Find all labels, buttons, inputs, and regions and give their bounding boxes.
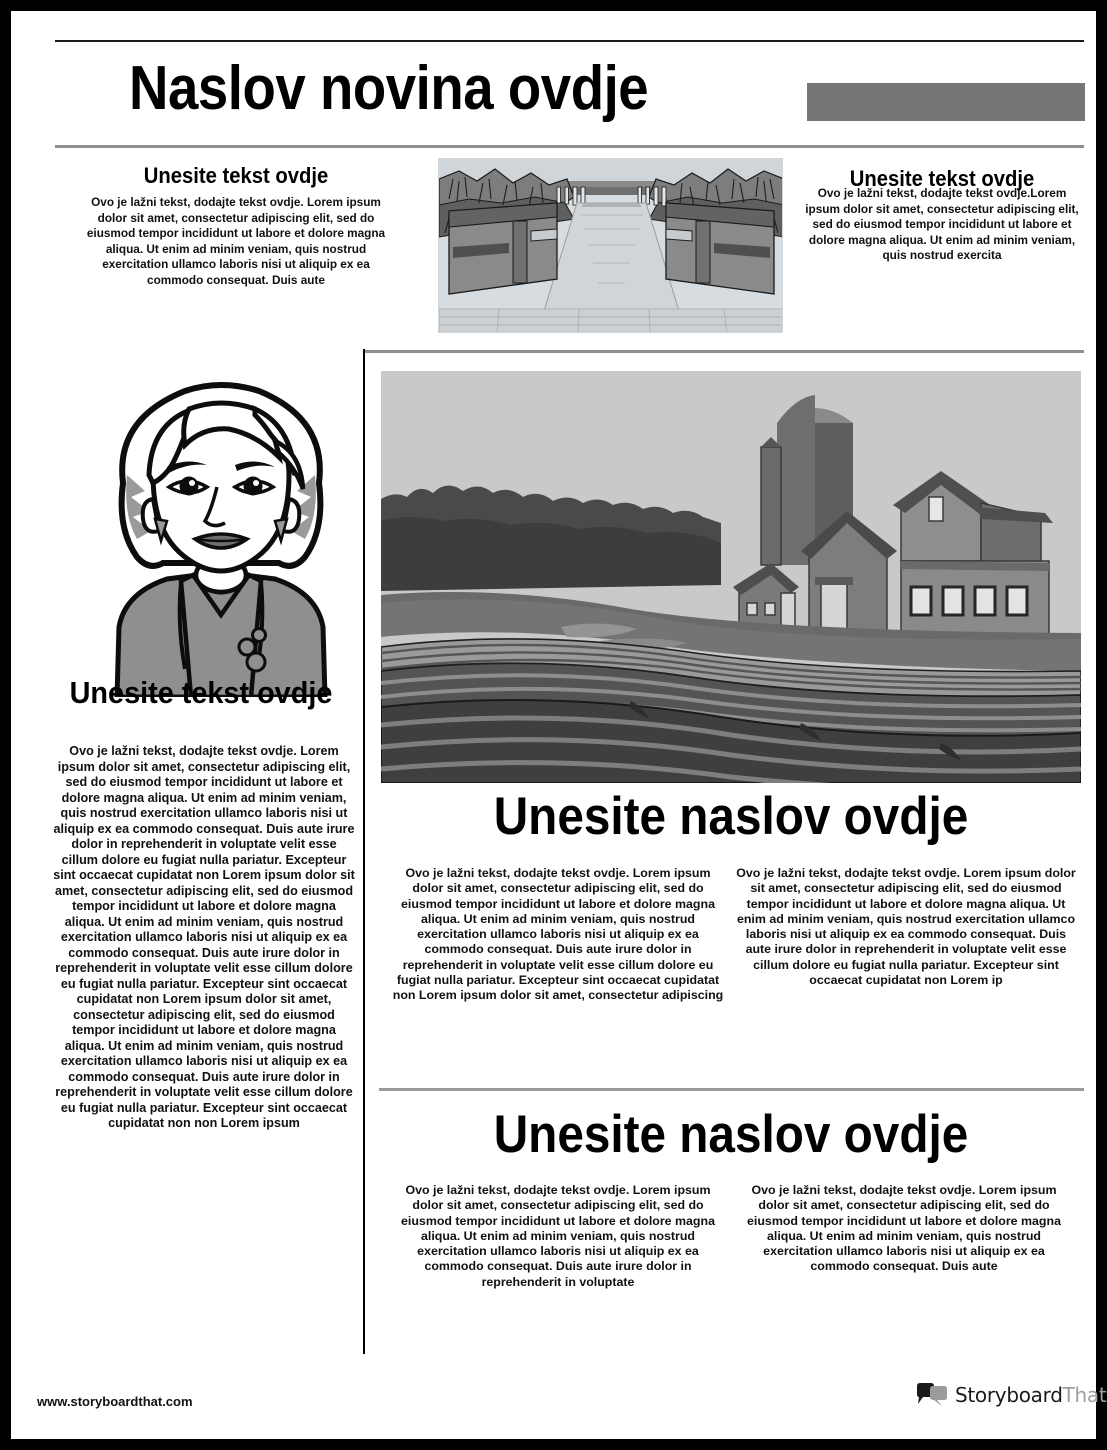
logo-text-storyboard: Storyboard [955,1382,1063,1407]
top-right-heading[interactable]: Unesite tekst ovdje [849,166,1035,191]
top-left-story [71,163,401,289]
main-story-column-left[interactable]: Ovo je lažni tekst, dodajte tekst ovdje. Lorem ipsum dolor sit amet, consectetur adipiscing elit, sed do eiusmod tempor incididunt ut labore et dolore magna aliqua. Ut enim ad minim veniam, quis nostrud exercitation ullamco laboris nisi ut aliquip ex ea commodo consequat. Duis aute irure dolor in reprehenderit in voluptate velit esse cillum dolore eu fugiat nulla pariatur. Excepteur sint occaecat cupidatat non Lorem ipsum dolor sit amet, consectetur adipiscing [392,866,724,1003]
boardwalk-illustration[interactable] [438,158,783,333]
logo-text-that: That [1062,1382,1107,1407]
farm-landscape-svg [381,371,1081,783]
storyboardthat-logo[interactable] [916,1383,1106,1406]
column-divider-rule [363,349,365,1354]
top-left-heading[interactable]: Unesite tekst ovdje [143,163,329,188]
farm-landscape-illustration[interactable] [381,371,1081,783]
page-sheet [11,11,1107,1439]
bottom-story-headline[interactable]: Unesite naslov ovdje [493,1105,969,1164]
bottom-story-column-right[interactable]: Ovo je lažni tekst, dodajte tekst ovdje. Lorem ipsum dolor sit amet, consectetur adipiscing elit, sed do eiusmod tempor incididunt ut labore et dolore magna aliqua. Ut enim ad minim veniam, quis nostrud exercitation ullamco laboris nisi ut aliquip ex ea commodo consequat. Duis aute [747,1183,1061,1274]
woman-portrait-svg [89,379,354,697]
bottom-story-rule [379,1088,1084,1091]
main-top-rule [363,350,1084,353]
masthead-top-rule [55,40,1084,42]
top-right-story [797,166,1087,264]
woman-portrait-illustration[interactable] [89,379,354,697]
main-story-column-right[interactable]: Ovo je lažni tekst, dodajte tekst ovdje. Lorem ipsum dolor sit amet, consectetur adipiscing elit, sed do eiusmod tempor incididunt ut labore et dolore magna aliqua. Ut enim ad minim veniam, quis nostrud exercitation ullamco laboris nisi ut aliquip ex ea commodo consequat. Duis aute irure dolor in reprehenderit in voluptate velit esse cillum dolore eu fugiat nulla pariatur. Excepteur sint occaecat cupidatat non Lorem ip [736,866,1076,988]
top-right-body[interactable]: Ovo je lažni tekst, dodajte tekst ovdje.Lorem ipsum dolor sit amet, consectetur adipiscing elit, sed do eiusmod tempor incididunt ut labore et dolore magna aliqua. Ut enim ad minim veniam, quis nostrud exercita [805,186,1079,263]
boardwalk-illustration-svg [439,159,783,333]
footer-website-url[interactable]: www.storyboardthat.com [37,1394,193,1409]
speech-bubbles-icon [916,1383,948,1406]
newspaper-title[interactable]: Naslov novina ovdje [129,54,649,123]
left-feature-heading[interactable]: Unesite tekst ovdje [69,675,333,710]
bottom-story-column-left[interactable]: Ovo je lažni tekst, dodajte tekst ovdje. Lorem ipsum dolor sit amet, consectetur adipiscing elit, sed do eiusmod tempor incididunt ut labore et dolore magna aliqua. Ut enim ad minim veniam, quis nostrud exercitation ullamco laboris nisi ut aliquip ex ea commodo consequat. Duis aute irure dolor in reprehenderit in voluptate [401,1183,715,1289]
main-story-headline[interactable]: Unesite naslov ovdje [493,787,969,846]
left-feature-body[interactable]: Ovo je lažni tekst, dodajte tekst ovdje. Lorem ipsum dolor sit amet, consectetur adipiscing elit, sed do eiusmod tempor incididunt ut labore et dolore magna aliqua. Ut enim ad minim veniam, quis nostrud exercitation ullamco laboris nisi ut aliquip ex ea commodo consequat. Duis aute irure dolor in reprehenderit in voluptate velit esse cillum dolore eu fugiat nulla pariatur. Excepteur sint occaecat cupidatat non Lorem ipsum dolor sit amet, consectetur adipiscing elit, sed do eiusmod tempor incididunt ut labore et dolore magna aliqua. Ut enim ad minim veniam, quis nostrud exercitation ullamco laboris nisi ut aliquip ex ea commodo consequat. Duis aute irure dolor in reprehenderit in voluptate velit esse cillum dolore eu fugiat nulla pariatur. Excepteur sint occaecat cupidatat non Lorem ipsum dolor sit amet, consectetur adipiscing elit, sed do eiusmod tempor incididunt ut labore et dolore magna aliqua. Ut enim ad minim veniam, quis nostrud exercitation ullamco laboris nisi ut aliquip ex ea commodo consequat. Duis aute irure dolor in reprehenderit in voluptate velit esse cillum dolore eu fugiat nulla pariatur. Excepteur sint occaecat cupidatat non non Lorem ipsum [53,744,355,1130]
masthead-placeholder-block[interactable] [807,83,1085,121]
masthead-bottom-rule [55,145,1084,148]
logo-wordmark [955,1384,1106,1406]
top-left-body[interactable]: Ovo je lažni tekst, dodajte tekst ovdje. Lorem ipsum dolor sit amet, consectetur adipiscing elit, sed do eiusmod tempor incididunt ut labore et dolore magna aliqua. Ut enim ad minim veniam, quis nostrud exercitation ullamco laboris nisi ut aliquip ex ea commodo consequat. Duis aute [86,195,386,287]
